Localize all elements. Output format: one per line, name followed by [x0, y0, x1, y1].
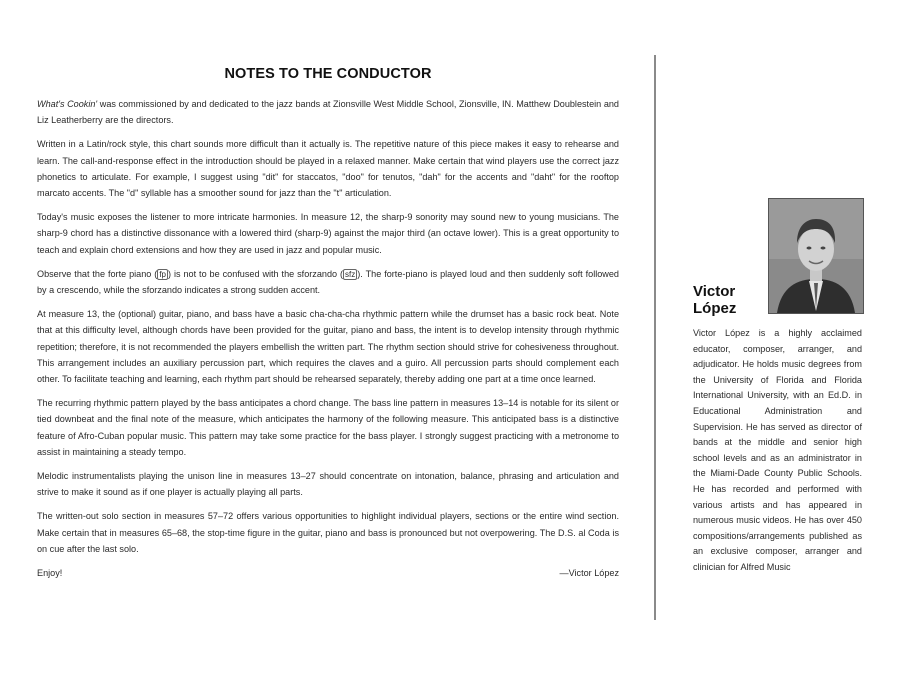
dynamics-text-c: ). The forte-piano is played loud and then suddenly soft followed by a crescendo, while the sforzando indicates a strong sudden accent. — [37, 268, 619, 296]
column-divider — [654, 55, 656, 620]
author-last-name: López — [693, 300, 737, 317]
paragraph-intro-text: was commissioned by and dedicated to the jazz bands at Zionsville West Middle School, Zionsville, IN. Matthew Doublestein and Liz Leatherberry are the directors. — [37, 99, 619, 126]
page-title: NOTES TO THE CONDUCTOR — [224, 66, 432, 82]
portrait-image — [769, 199, 863, 313]
paragraph-intro — [37, 96, 619, 128]
conductor-notes — [37, 66, 619, 581]
paragraph-rhythm-section: At measure 13, the (optional) guitar, piano, and bass have a basic cha-cha-cha rhythmic pattern while the drumset has a basic rock beat. Note that at this difficulty level, although chords have been provided for the guitar, piano and bass, the intent is to develop intensity through rhythmic repetition; therefore, it is not recommended the players embellish the written part. The rhythm section should strive for cohesiveness throughout. This arrangement includes an auxiliary percussion part, which requires the claves and a guiro. All percussion parts should complement each other. To facilitate teaching and learning, each rhythm part should be rehearsed separately, thereby adding one part at a time once learned. — [37, 309, 619, 385]
author-name — [693, 283, 736, 317]
paragraph-bass-pattern: The recurring rhythmic pattern played by the bass anticipates a chord change. The bass line pattern in measures 13–14 is notable for its silent or tied downbeat and the final note of the measure, which anticipates the harmony of the following measure. This anticipated bass is a distinctive feature of Afro-Cuban popular music. This pattern may take some practice for the bass player. I strongly suggest practicing with a metronome to assist in maintaining a steady tempo. — [37, 398, 619, 457]
author-first-name: Victor — [693, 283, 736, 300]
paragraph-style: Written in a Latin/rock style, this chart sounds more difficult than it actually is. The repetitive nature of this piece makes it easy to rehearse and learn. The call-and-response effect in the introduction should be played in a relaxed manner. Make certain that wind players use the correct jazz phonetics to articulate. For example, I suggest using "dit" for staccatos, "doo" for tenutos, "dah" for the accents and "daht" for the rooftop marcato accents. The "d" syllable has a smoother sound for jazz than the "t" articulation. — [37, 139, 619, 199]
closing: Enjoy! — [37, 568, 63, 579]
forte-piano-symbol-icon: fp — [159, 269, 166, 279]
author-photo — [768, 198, 864, 314]
paragraph-harmony: Today's music exposes the listener to more intricate harmonies. In measure 12, the sharp-9 sonority may sound new to young musicians. The sharp-9 chord has a distinctive dissonance with a lowered third (sharp-9) against the major third (an octave lower). This is a great opportunity to teach and explain chord extensions and how they are used in jazz and popular music. — [37, 212, 619, 255]
author-bio: Victor López is a highly acclaimed educator, composer, arranger, and adjudicator. He holds music degrees from the University of Florida and Florida International University, with an Ed.D. in Educational Administration and Supervision. He has served as director of bands at the middle and senior high school levels and as an administrator in the Miami-Dade County Public Schools. He has recorded and performed with various artists and has appeared in numerous music videos. He has over 450 compositions/arrangements published as an exclusive composer, arranger and clinician for Alfred Music — [693, 328, 862, 572]
closing-line — [37, 565, 619, 581]
paragraph-unison-line: Melodic instrumentalists playing the unison line in measures 13–27 should concentrate on intonation, balance, phrasing and articulation and strive to make it sound as if one player is actually playing all parts. — [37, 471, 619, 498]
dynamics-text-b: ) is not to be confused with the sforzando ( — [168, 268, 344, 279]
paragraph-dynamics — [37, 266, 619, 298]
dynamics-text-a: Observe that the forte piano ( — [37, 268, 158, 279]
signature: —Victor López — [559, 568, 619, 579]
piece-title: What's Cookin' — [37, 99, 98, 109]
paragraph-solo-section: The written-out solo section in measures 57–72 offers various opportunities to highlight individual players, sections or the entire wind section. Make certain that in measures 65–68, the stop-time figure in the guitar, piano and bass is pronounced but not overpowering. The D.S. al Coda is on cue after the last solo. — [37, 511, 619, 554]
sforzando-symbol-icon: sfz — [345, 269, 356, 279]
